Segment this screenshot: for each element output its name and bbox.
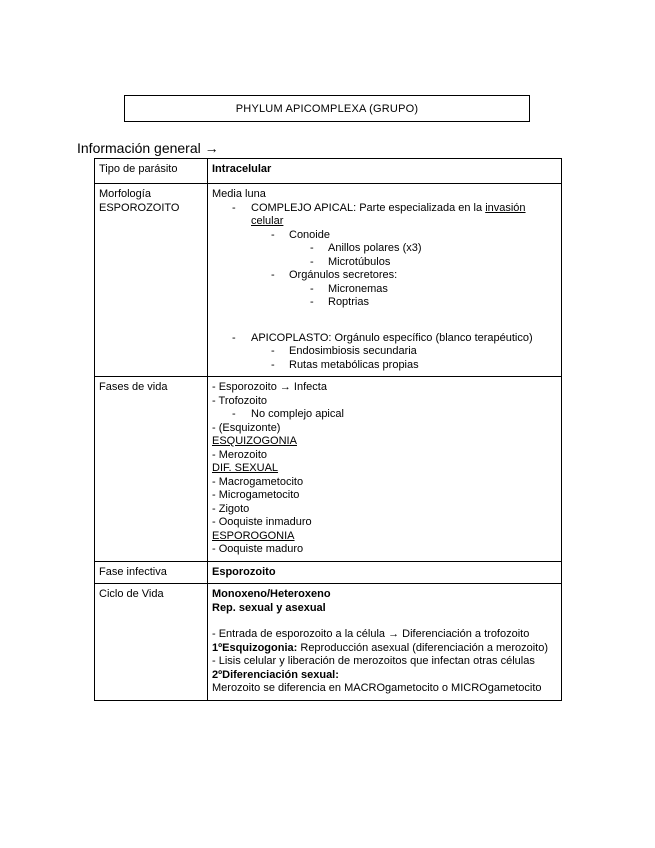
phase-heading: DIF. SEXUAL xyxy=(212,462,279,474)
row-value: Intracelular xyxy=(208,159,562,184)
cycle-subheading: 2ºDiferenciación sexual: xyxy=(212,668,339,681)
list-item: - Lisis celular y liberación de merozoitos que infectan otras células xyxy=(212,655,535,667)
row-label: Fases de vida xyxy=(95,377,208,562)
cycle-bold-line: Rep. sexual y asexual xyxy=(212,601,326,614)
list-item: - Roptrias xyxy=(310,296,369,308)
list-item: - Micronemas xyxy=(310,282,388,295)
row-label: Fase infectiva xyxy=(95,561,208,584)
document-title: PHYLUM APICOMPLEXA (GRUPO) xyxy=(124,95,530,122)
row-value: Esporozoito xyxy=(208,561,562,584)
cycle-subheading-text: Reproducción asexual (diferenciación a merozoito) xyxy=(297,641,548,654)
list-item xyxy=(212,642,557,656)
list-item: - APICOPLASTO: Orgánulo específico (blanco terapéutico) xyxy=(232,331,533,344)
list-item: - Microgametocito xyxy=(212,489,300,501)
table-row xyxy=(95,584,562,701)
table-row xyxy=(95,377,562,562)
morph-intro: Media luna xyxy=(212,188,266,200)
list-item: - Merozoito xyxy=(212,448,268,461)
row-label: Morfología ESPOROZOITO xyxy=(95,184,208,377)
section-heading: Información general → xyxy=(77,140,219,156)
cycle-subheading: 1ºEsquizogonia: xyxy=(212,641,298,654)
list-item: - No complejo apical xyxy=(232,408,344,420)
cycle-bold-line: Monoxeno/Heteroxeno xyxy=(212,588,331,600)
list-item: - Macrogametocito xyxy=(212,475,304,488)
info-table xyxy=(94,158,562,701)
row-value xyxy=(208,377,562,562)
list-item: Merozoito se diferencia en MACROgametocito o MICROgametocito xyxy=(212,682,542,694)
list-item: - Orgánulos secretores: xyxy=(271,269,398,281)
list-item: - Endosimbiosis secundaria xyxy=(271,345,417,357)
row-label: Tipo de parásito xyxy=(95,159,208,184)
list-item: - Rutas metabólicas propias xyxy=(271,358,419,371)
row-value xyxy=(208,584,562,701)
table-row xyxy=(95,159,562,184)
complejo-text: COMPLEJO APICAL: Parte especializada en la xyxy=(251,201,483,214)
list-item: - Zigoto xyxy=(212,502,250,515)
phase-heading: ESPOROGONIA xyxy=(212,529,295,542)
list-item: - Conoide xyxy=(271,228,330,241)
table-row xyxy=(95,184,562,377)
complejo-link-text: invasión celular xyxy=(251,201,526,227)
list-item: - Entrada de esporozoito a la célula → Diferenciación a trofozoito xyxy=(212,628,530,640)
list-item: - (Esquizonte) xyxy=(212,421,281,434)
row-label: Ciclo de Vida xyxy=(95,584,208,701)
list-item: - Esporozoito → Infecta xyxy=(212,381,327,393)
list-item: - Microtúbulos xyxy=(310,255,391,268)
table-row xyxy=(95,561,562,584)
phase-heading: ESQUIZOGONIA xyxy=(212,435,297,447)
list-item: - Anillos polares (x3) xyxy=(310,242,422,254)
list-item: - Ooquiste inmaduro xyxy=(212,516,312,528)
list-item: - Ooquiste maduro xyxy=(212,543,304,555)
row-value xyxy=(208,184,562,377)
list-item: - COMPLEJO APICAL: Parte especializada en la invasión celular xyxy=(232,201,526,227)
list-item: - Trofozoito xyxy=(212,394,268,407)
